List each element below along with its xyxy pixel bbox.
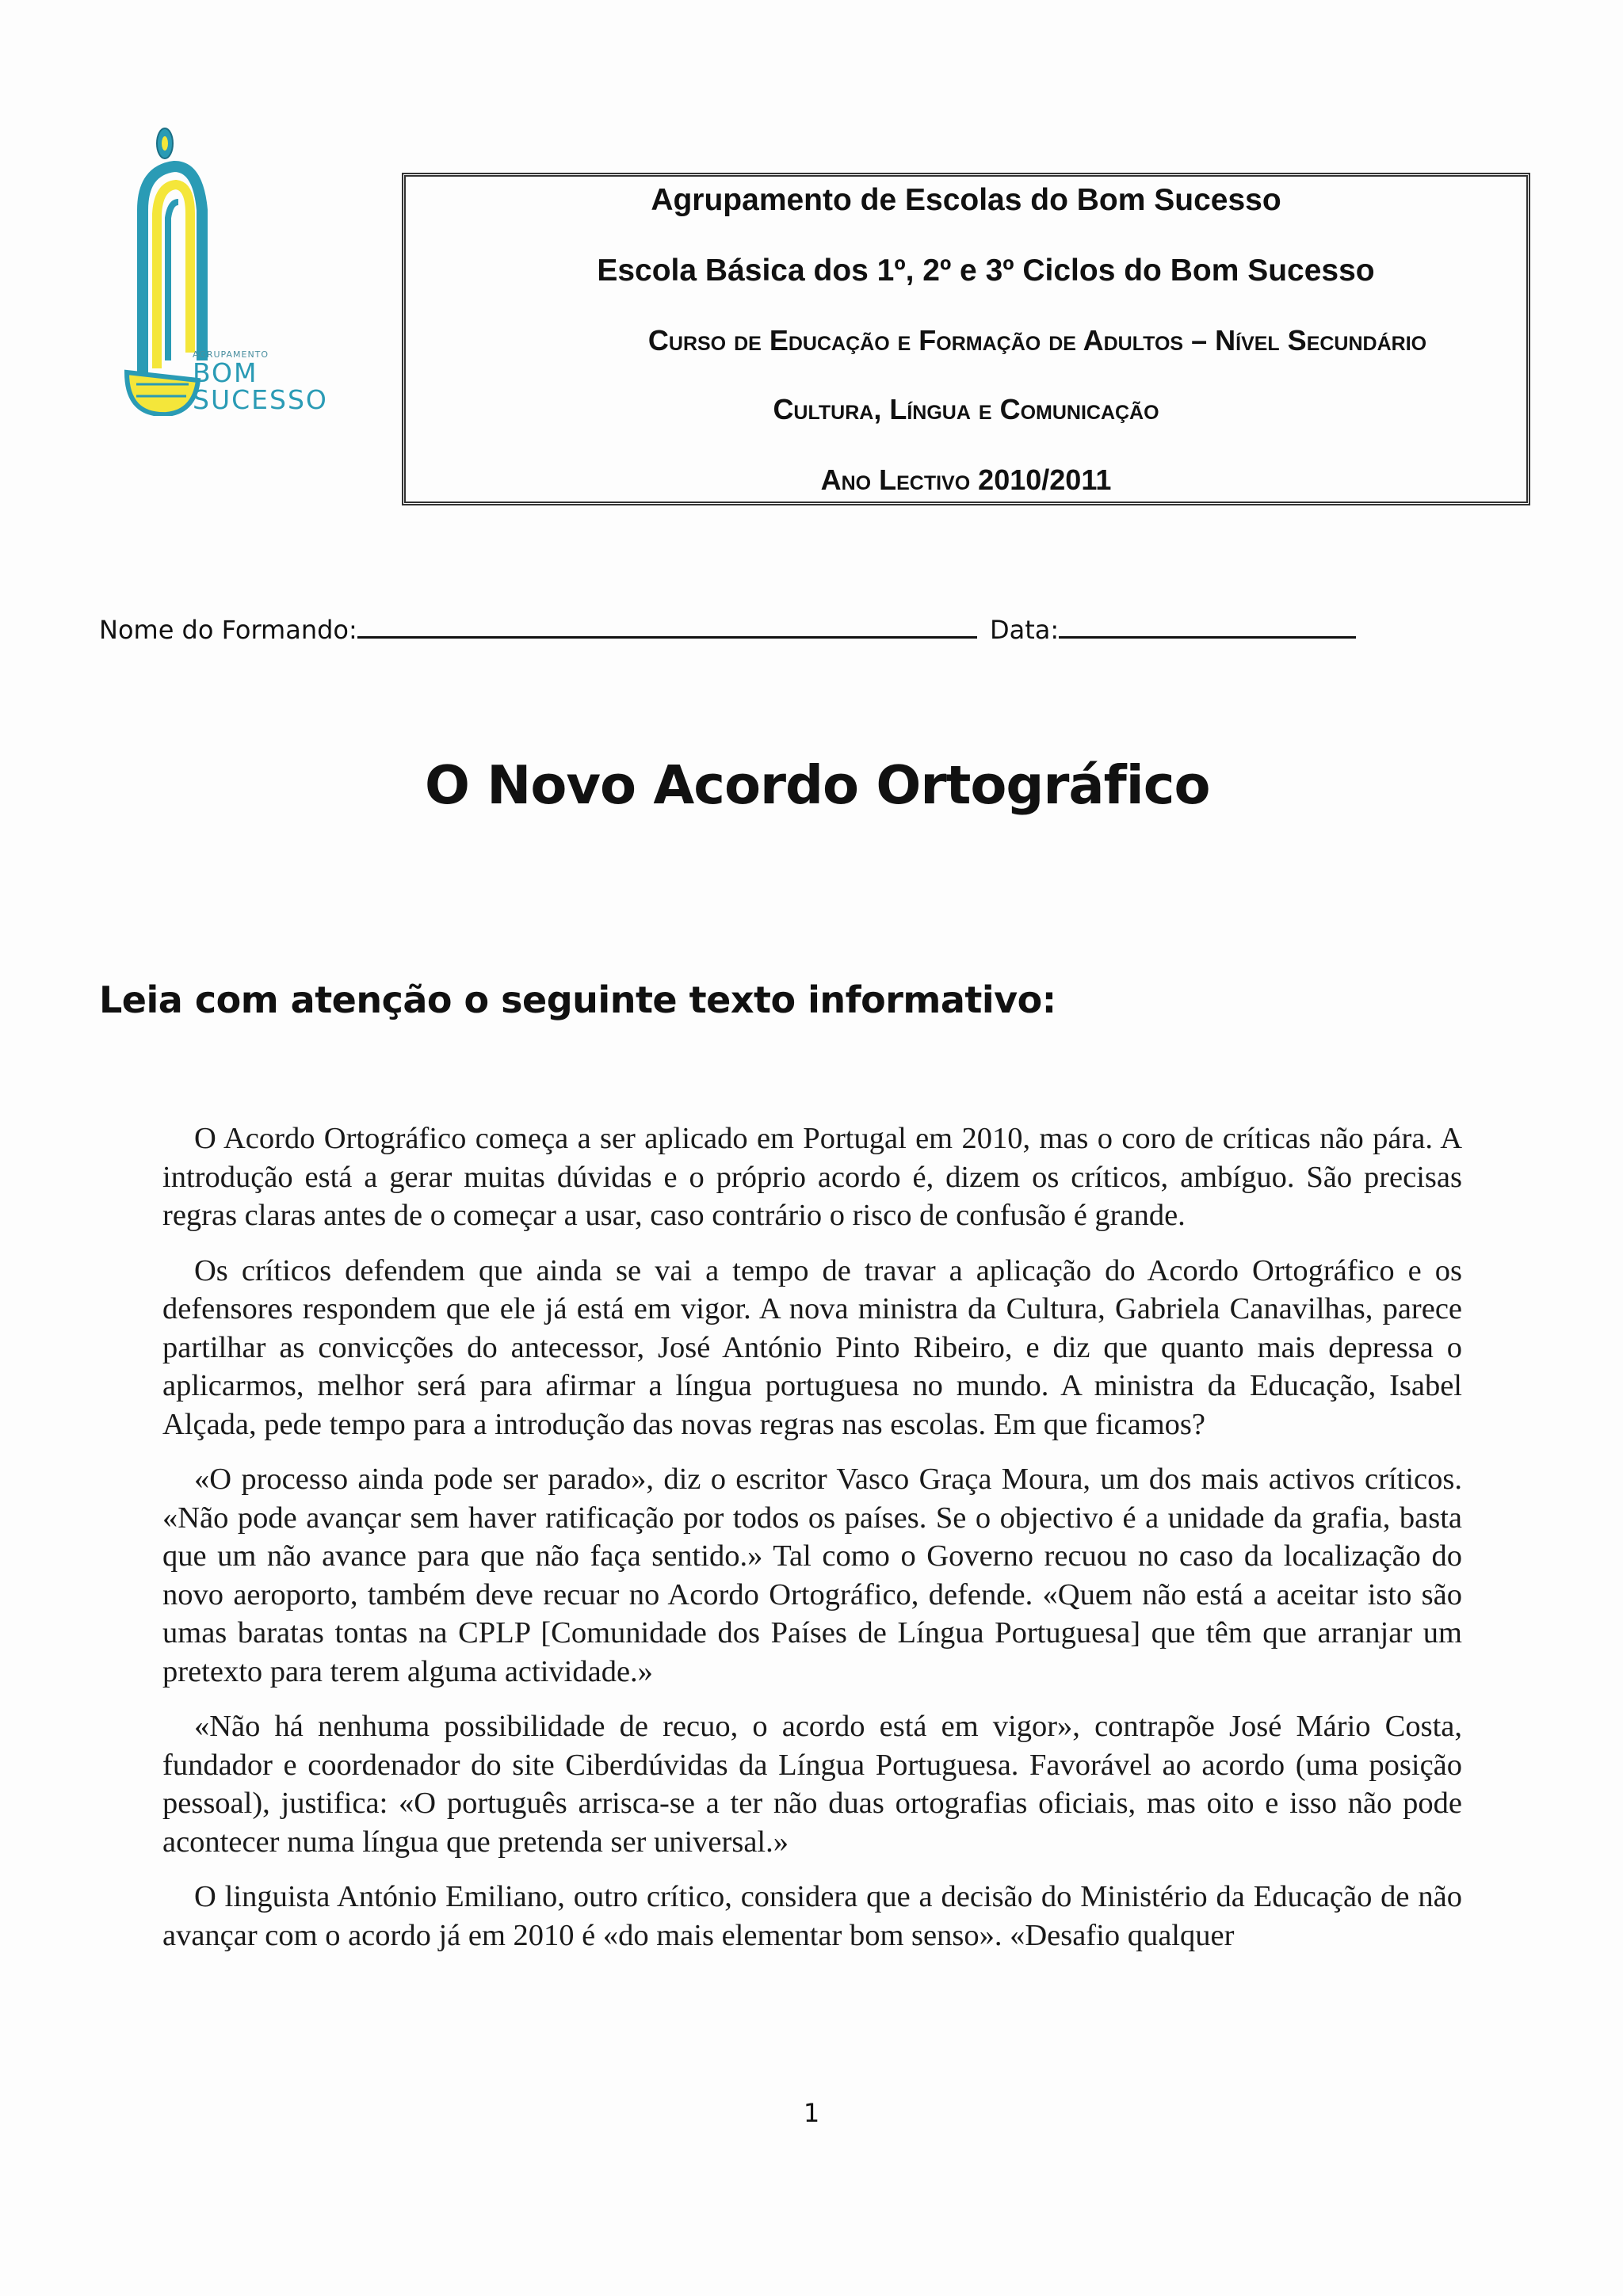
logo-small-text: AGRUPAMENTO	[193, 349, 269, 360]
page-title: O Novo Acordo Ortográfico	[425, 754, 1210, 816]
logo-line-1: BOM	[193, 357, 258, 388]
name-label: Nome do Formando:	[99, 615, 357, 645]
header-course: Curso de Educação e Formação de Adultos – Nível Secundário	[647, 324, 1427, 357]
paragraph-4: «Não há nenhuma possibilidade de recuo, o acordo está em vigor», contrapõe José Mário Costa, fundador e coordenador do site Ciberdúvidas da Língua Portuguesa. Favorável ao acordo (uma posição pessoal), justifica: «O português arrisca-se a ter não duas ortografias oficiais, mas oito e isso não pode acontecer numa língua que pretenda ser universal.»	[162, 1710, 1462, 1859]
paragraph-5: O linguista António Emiliano, outro crítico, considera que a decisão do Ministério da Educação de não avançar com o acordo já em 2010 é «do mais elementar bom senso». «Desafio qualquer	[162, 1880, 1462, 1952]
body-text	[162, 1119, 1462, 1971]
logo-text	[193, 349, 328, 414]
paragraph-1: O Acordo Ortográfico começa a ser aplicado em Portugal em 2010, mas o coro de críticas não pára. A introdução está a gerar muitas dúvidas e o próprio acordo é, dizem os críticos, ambíguo. São precisas regras claras antes de o começar a usar, caso contrário o risco de confusão é grande.	[162, 1122, 1462, 1232]
page-number: 1	[803, 2098, 820, 2128]
student-form-line	[99, 614, 1356, 645]
logo-line-2: SUCESSO	[193, 384, 328, 415]
date-label: Data:	[989, 615, 1060, 645]
name-field[interactable]	[357, 614, 977, 639]
header-box	[402, 173, 1530, 505]
header-school-year: Ano Lectivo 2010/2011	[820, 463, 1112, 496]
paragraph-3: «O processo ainda pode ser parado», diz o escritor Vasco Graça Moura, um dos mais activos críticos. «Não pode avançar sem haver ratificação por todos os países. Se o objectivo é a unidade da grafia, basta que um não avance para que não faça sentido.» Tal como o Governo recuou no caso da localização do novo aeroporto, também deve recuar no Acordo Ortográfico, defende. «Quem não está a aceitar isto são umas baratas tontas na CPLP [Comunidade dos Países de Língua Portuguesa] que têm que arranjar um pretexto para terem alguma actividade.»	[162, 1463, 1462, 1688]
paragraph-2: Os críticos defendem que ainda se vai a tempo de travar a aplicação do Acordo Ortográfico e os defensores respondem que ele já está em vigor. A nova ministra da Cultura, Gabriela Canavilhas, parece partilhar as convicções do antecessor, José António Pinto Ribeiro, e diz que quanto mais depressa o aplicarmos, melhor será para afirmar a língua portuguesa no mundo. A ministra da Educação, Isabel Alçada, pede tempo para a introdução das novas regras nas escolas. Em que ficamos?	[162, 1253, 1462, 1441]
header-school-group: Agrupamento de Escolas do Bom Sucesso	[651, 183, 1281, 217]
section-heading: Leia com atenção o seguinte texto informativo:	[99, 978, 1056, 1021]
date-field[interactable]	[1059, 614, 1356, 639]
header-subject: Cultura, Língua e Comunicação	[773, 393, 1159, 425]
header-school-name: Escola Básica dos 1º, 2º e 3º Ciclos do Bom Sucesso	[597, 254, 1375, 288]
